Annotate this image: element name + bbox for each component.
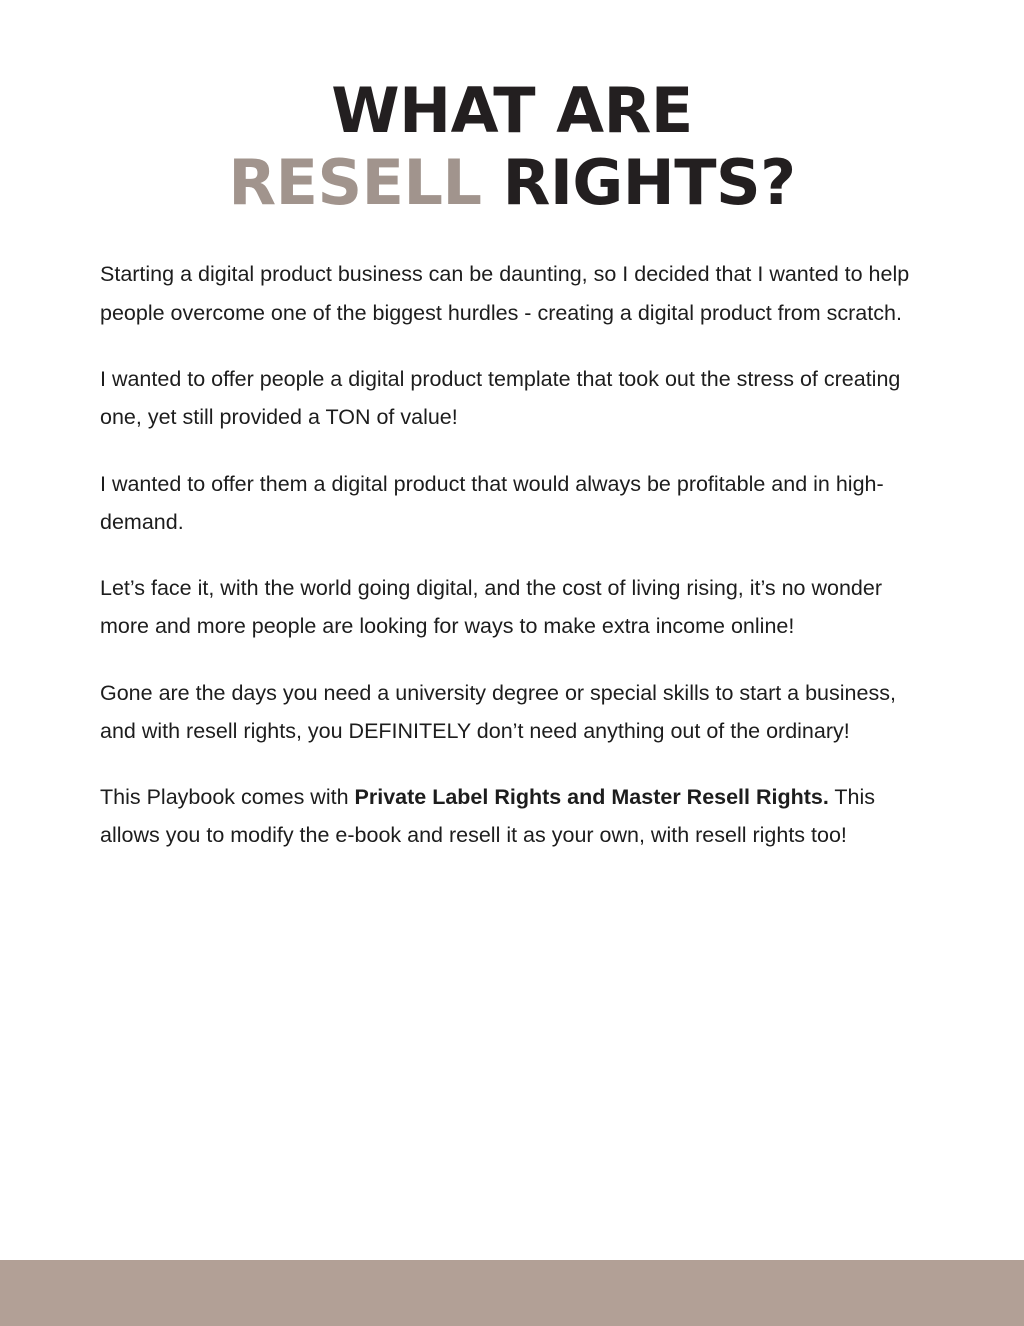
- title-rest-word: RIGHTS?: [481, 145, 796, 219]
- title-accent-word: RESELL: [228, 145, 482, 219]
- paragraph-closing: [100, 778, 928, 855]
- paragraph-2: I wanted to offer people a digital product template that took out the stress of creating one, yet still provided a TON of value!: [100, 366, 901, 430]
- closing-lead-text: This Playbook comes with: [100, 785, 355, 810]
- paragraph-5: Gone are the days you need a university degree or special skills to start a business, and with resell rights, you DEFINITELY don’t need anything out of the ordinary!: [100, 680, 896, 743]
- paragraph-1: Starting a digital product business can be daunting, so I decided that I wanted to help people overcome one of the biggest hurdles - creating a digital product from scratch.: [100, 262, 910, 325]
- paragraph-4: Let’s face it, with the world going digital, and the cost of living rising, it’s no wonder more and more people are looking for ways to make extra income online!: [100, 576, 882, 639]
- closing-tail-text: This allows you to modify the e-book and resell it as your own, with resell rights too!: [100, 785, 876, 848]
- title-line-1: WHAT ARE: [331, 74, 693, 147]
- closing-bold-text: Private Label Rights and Master Resell Rights.: [354, 785, 829, 810]
- paragraph-3: I wanted to offer them a digital product that would always be profitable and in high-demand.: [100, 471, 884, 534]
- footer-bar: [0, 1260, 1024, 1326]
- page-title: [0, 0, 1024, 219]
- body-content: [0, 255, 1024, 854]
- title-line-2: [0, 145, 1024, 219]
